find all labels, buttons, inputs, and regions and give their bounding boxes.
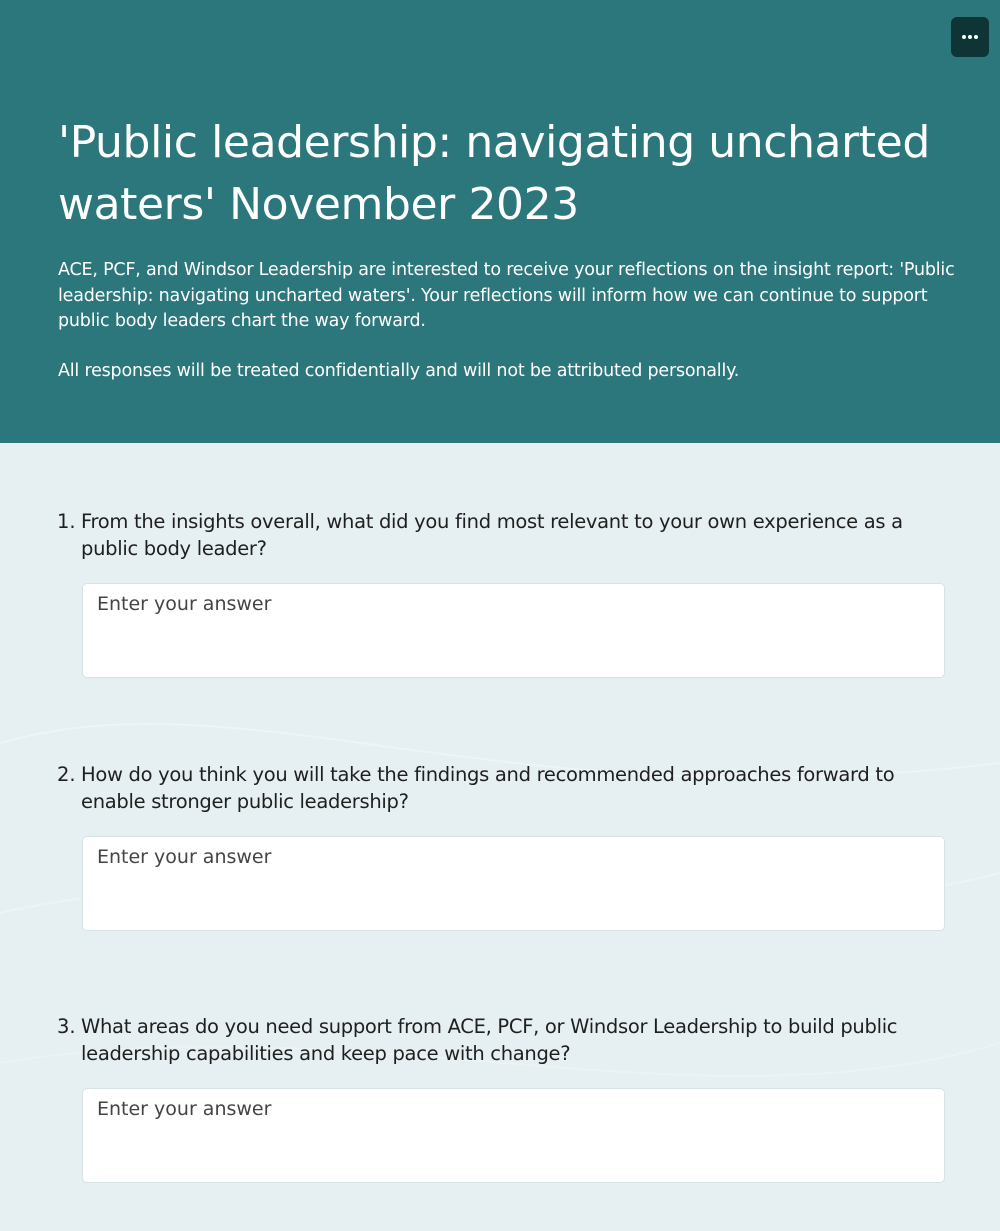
form-title: 'Public leadership: navigating uncharted waters' November 2023 (58, 117, 930, 230)
question-text: From the insights overall, what did you find most relevant to your own experience as a public body leader? (81, 510, 903, 560)
ellipsis-icon (961, 34, 979, 40)
question-number: 1. (57, 510, 76, 533)
question-text: What areas do you need support from ACE, PCF, or Windsor Leadership to build public leadership capabilities and keep pace with change? (81, 1015, 898, 1065)
question-number: 2. (57, 763, 76, 786)
question-number: 3. (57, 1015, 76, 1038)
question-text: How do you think you will take the findings and recommended approaches forward to enable stronger public leadership? (81, 763, 895, 813)
form-description: ACE, PCF, and Windsor Leadership are interested to receive your reflections on the insight report: 'Public leadership: navigating uncharted waters'. Your reflections will inform how we can continue to support public body leaders chart the way forward. (58, 260, 955, 331)
more-options-button[interactable] (951, 17, 989, 57)
confidentiality-notice: All responses will be treated confidentially and will not be attributed personally. (58, 361, 740, 381)
answer-input-2[interactable] (82, 836, 945, 931)
form-header (0, 0, 1000, 443)
answer-input-3[interactable] (82, 1088, 945, 1183)
answer-input-1[interactable] (82, 583, 945, 678)
